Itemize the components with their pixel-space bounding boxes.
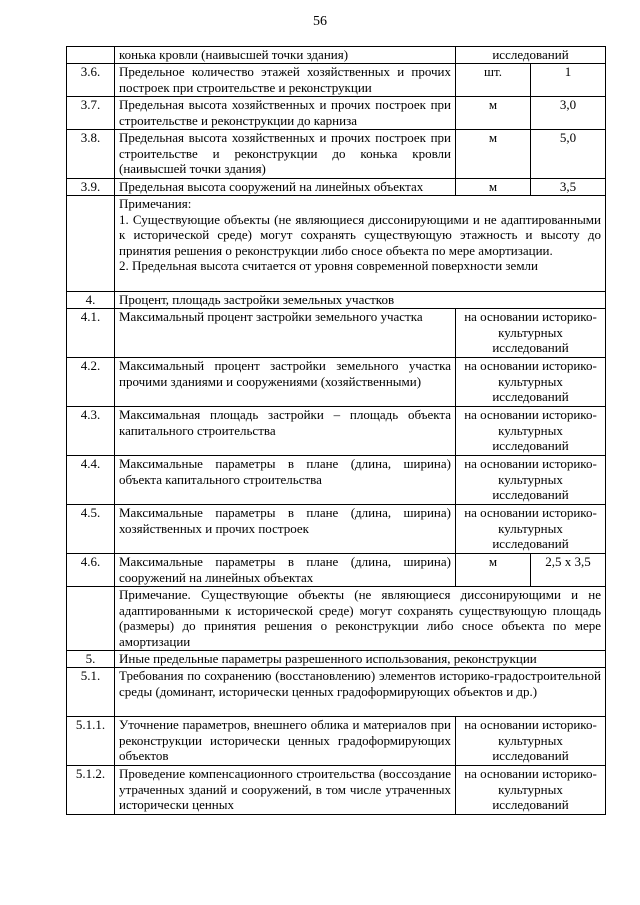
- value-cell: 3,5: [531, 179, 606, 196]
- parameter-name: Предельная высота хозяйственных и прочих построек при строительстве и реконструкции до карниза: [115, 97, 456, 130]
- table-row: [67, 554, 606, 587]
- table-row: [67, 196, 606, 292]
- table-row: [67, 587, 606, 651]
- row-number: 4.5.: [67, 505, 115, 554]
- row-number: 5.: [67, 651, 115, 668]
- row-number: [67, 47, 115, 64]
- table-row: [67, 766, 606, 815]
- table-row: [67, 717, 606, 766]
- table-row: [67, 651, 606, 668]
- basis-cell: на основании историко-культурных исследований: [456, 717, 606, 766]
- basis-cell: на основании историко-культурных исследований: [456, 766, 606, 815]
- row-number: 3.7.: [67, 97, 115, 130]
- table-row: [67, 97, 606, 130]
- row-number: [67, 196, 115, 292]
- row-number: [67, 587, 115, 651]
- note-title: Примечания:: [119, 196, 192, 211]
- note-cell: Примечание. Существующие объекты (не являющиеся диссонирующими и не адаптированными к исторической среде) могут сохранять существующую площадь (размеры) до принятия решения о реконструкции либо сносе объекта по мере амортизации: [115, 587, 606, 651]
- unit-cell: м: [456, 179, 531, 196]
- parameter-name: Предельное количество этажей хозяйственных и прочих построек при строительстве и реконструкции: [115, 64, 456, 97]
- note-paragraph: 1. Существующие объекты (не являющиеся диссонирующими и не адаптированными к исторической среде) могут сохранять существующую этажность и высоту до принятия решения о реконструкции либо сносе объекта по мере амортизации.: [119, 211, 601, 258]
- table-row: [67, 505, 606, 554]
- regulations-table: [66, 46, 606, 815]
- table-row: [67, 668, 606, 717]
- basis-cell: исследований: [456, 47, 606, 64]
- row-number: 4.: [67, 292, 115, 309]
- table-row: [67, 407, 606, 456]
- table-row: [67, 47, 606, 64]
- parameter-name: Уточнение параметров, внешнего облика и материалов при реконструкции исторически ценных градоформирующих объектов: [115, 717, 456, 766]
- value-cell: 1: [531, 64, 606, 97]
- row-number: 3.9.: [67, 179, 115, 196]
- section-title: Процент, площадь застройки земельных участков: [115, 292, 606, 309]
- parameter-name: Максимальная площадь застройки – площадь объекта капитального строительства: [115, 407, 456, 456]
- page-number: 56: [313, 14, 327, 29]
- basis-cell: на основании историко-культурных исследований: [456, 505, 606, 554]
- parameter-name: Максимальные параметры в плане (длина, ширина) сооружений на линейных объектах: [115, 554, 456, 587]
- parameter-name: Максимальный процент застройки земельного участка: [115, 309, 456, 358]
- requirement-title: Требования по сохранению (восстановлению) элементов историко-градостроительной среды (доминант, исторически ценных градоформирующих объектов и др.): [115, 668, 606, 717]
- row-number: 5.1.1.: [67, 717, 115, 766]
- row-number: 4.2.: [67, 358, 115, 407]
- basis-cell: на основании историко-культурных исследований: [456, 407, 606, 456]
- parameter-name: Предельная высота сооружений на линейных объектах: [115, 179, 456, 196]
- row-number: 4.1.: [67, 309, 115, 358]
- table-row: [67, 130, 606, 179]
- table-row: [67, 64, 606, 97]
- basis-cell: на основании историко-культурных исследований: [456, 309, 606, 358]
- unit-cell: м: [456, 97, 531, 130]
- note-cell: [115, 196, 606, 292]
- row-number: 3.8.: [67, 130, 115, 179]
- parameter-name: Предельная высота хозяйственных и прочих построек при строительстве и реконструкции до конька кровли (наивысшей точки здания): [115, 130, 456, 179]
- basis-cell: на основании историко-культурных исследований: [456, 456, 606, 505]
- table-row: [67, 456, 606, 505]
- basis-cell: на основании историко-культурных исследований: [456, 358, 606, 407]
- unit-cell: шт.: [456, 64, 531, 97]
- table-row: [67, 358, 606, 407]
- row-number: 4.4.: [67, 456, 115, 505]
- table-row: [67, 309, 606, 358]
- note-paragraph: 2. Предельная высота считается от уровня современной поверхности земли: [119, 258, 538, 274]
- table-row: [67, 179, 606, 196]
- parameter-name: конька кровли (наивысшей точки здания): [115, 47, 456, 64]
- row-number: 4.6.: [67, 554, 115, 587]
- value-cell: 2,5 х 3,5: [531, 554, 606, 587]
- row-number: 4.3.: [67, 407, 115, 456]
- parameter-name: Максимальный процент застройки земельного участка прочими зданиями и сооружениями (хозяйственными): [115, 358, 456, 407]
- parameter-name: Проведение компенсационного строительства (воссоздание утраченных зданий и сооружений, в том числе утраченных исторически ценных: [115, 766, 456, 815]
- value-cell: 3,0: [531, 97, 606, 130]
- parameter-name: Максимальные параметры в плане (длина, ширина) объекта капитального строительства: [115, 456, 456, 505]
- unit-cell: м: [456, 554, 531, 587]
- row-number: 5.1.: [67, 668, 115, 717]
- unit-cell: м: [456, 130, 531, 179]
- section-title: Иные предельные параметры разрешенного использования, реконструкции: [115, 651, 606, 668]
- row-number: 5.1.2.: [67, 766, 115, 815]
- parameter-name: Максимальные параметры в плане (длина, ширина) хозяйственных и прочих построек: [115, 505, 456, 554]
- row-number: 3.6.: [67, 64, 115, 97]
- value-cell: 5,0: [531, 130, 606, 179]
- table-row: [67, 292, 606, 309]
